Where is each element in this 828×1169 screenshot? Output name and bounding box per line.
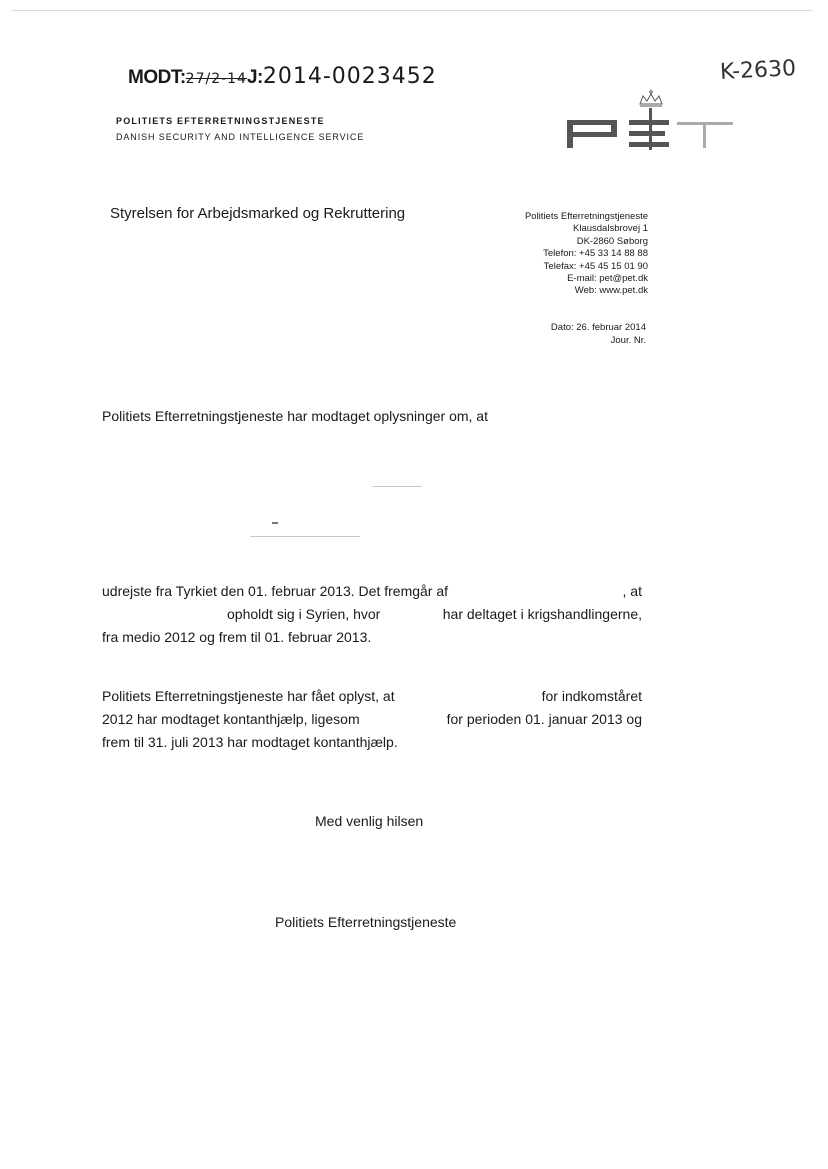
p2-line2-text-b: for perioden 01. januar 2013 og [446,711,642,727]
p1-line2-text-a: opholdt sig i Syrien, hvor [227,606,381,622]
paragraph-2-line-2 [102,708,642,731]
sender-city: DK-2860 Søborg [576,235,648,247]
closing-greeting: Med venlig hilsen [315,813,424,829]
p1-line1-text-a: udrejste fra Tyrkiet den 01. februar 2013. Det fremgår af [102,583,449,599]
p2-line1-text-b: for indkomståret [541,688,642,704]
date-block [551,321,646,347]
paragraph-2-line-1 [102,685,642,708]
handwritten-case-number: K-2630 [719,56,797,85]
stamp-label: MODT: [128,67,186,88]
page-top-rule [12,10,812,11]
paragraph-1-line-2 [102,603,642,626]
recipient: Styrelsen for Arbejdsmarked og Rekruttering [110,205,406,222]
intro-sentence: Politiets Efterretningstjeneste har modtaget oplysninger om, at [102,408,488,424]
received-stamp [128,64,437,89]
paragraph-1 [102,580,642,649]
paragraph-1-line-1 [102,580,642,603]
stamp-handwritten-date: 27/2-14 [185,71,247,87]
pet-logo [565,90,735,150]
stamp-handwritten-number: 2014-0023452 [262,64,437,89]
sender-fax: Telefax: +45 45 15 01 90 [543,260,648,272]
org-name-english: DANISH SECURITY AND INTELLIGENCE SERVICE [116,132,365,142]
paragraph-2 [102,685,642,754]
redaction-remnant [250,536,360,537]
sender-email: E-mail: pet@pet.dk [567,273,648,285]
stamp-j-label: J: [246,67,263,88]
p1-line1-text-b: , at [622,583,642,599]
pet-letters [567,108,733,150]
p2-line2-text-a: 2012 har modtaget kontanthjælp, ligesom [102,711,360,727]
sender-name: Politiets Efterretningstjeneste [524,211,648,222]
p2-line3-text: frem til 31. juli 2013 har modtaget kontanthjælp. [102,734,398,750]
p2-line1-text-a: Politiets Efterretningstjeneste har fået oplyst, at [102,688,395,704]
org-name-danish: POLITIETS EFTERRETNINGSTJENESTE [116,116,325,126]
journal-number: Jour. Nr. [610,335,646,346]
sender-phone: Telefon: +45 33 14 88 88 [543,248,648,260]
sender-address-block [525,211,648,298]
p1-line3-text: fra medio 2012 og frem til 01. februar 2013. [102,629,372,645]
signature: Politiets Efterretningstjeneste [275,914,457,930]
sender-street: Klausdalsbrovej 1 [573,223,648,235]
p1-line2-text-b: har deltaget i krigshandlingerne, [442,606,642,622]
letter-date: Dato: 26. februar 2014 [550,322,646,333]
sender-web: Web: www.pet.dk [574,285,648,297]
redaction-remnant [372,486,422,487]
redaction-remnant [272,522,278,524]
crown-icon [640,91,662,106]
